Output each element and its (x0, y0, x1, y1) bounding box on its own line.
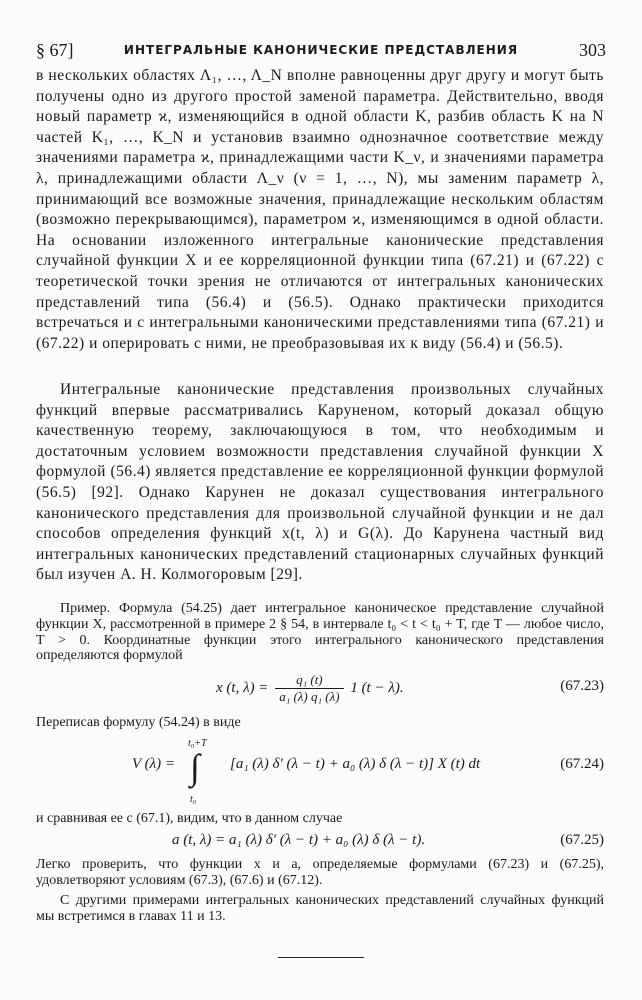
eq1-numerator: q₁ (t) (275, 672, 343, 689)
eq1-fraction (275, 672, 343, 705)
example-paragraph: Пример. Формула (54.25) дает интегральное каноническое представление случайной функции X, рассмотренной в примере 2 § 54, в интервале t₀ < t < t₀ + T, где T — любое число, T > 0. Координатные функции этого интегрального канонического представления определяются формулой (36, 601, 604, 664)
eq1-denominator: a₁ (λ) q₁ (λ) (279, 689, 340, 704)
section-marker: § 67] (36, 40, 74, 60)
paragraph-2: Интегральные канонические представления произвольных случайных функций впервые рассматривались Каруненом, который доказал общую качественную теорему, заключающуюся в том, что необходимым и достаточным условием возможности представления случайной функции X формулой (56.4) является представление ее корреляционной функции формулой (56.5) [92]. Однако Карунен не доказал существования интегрального канонического представления для произвольной случайной функции и не дал способов определения функций x(t, λ) и G(λ). До Карунена частный вид интегральных канонических представлений стационарных случайных функций был изучен А. Н. Колмогоровым [29]. (36, 381, 604, 584)
paragraph-1: в нескольких областях Λ₁, …, Λ_N вполне равноценны друг другу и могут быть получены одно из другого простой заменой параметра. Действительно, вводя новый параметр ϰ, изменяющийся в одной области K, разбив область K на N частей K₁, …, K_N и установив взаимно однозначное соответствие между значениями параметра ϰ, принадлежащими части K_ν, и значениями параметра λ, принадлежащими области Λ_ν (ν = 1, …, N), мы заменим параметр λ, принимающий все возможные значения, принадлежащие нескольким областям (возможно перекрывающимся), параметром ϰ, изменяющимся в одной области. На основании изложенного интегральные канонические представления случайной функции X и ее корреляционной функции типа (67.21) и (67.22) с теоретической точки зрения не отличаются от интегральных канонических представлений типа (56.4) и (56.5). Однако практически приходится встречаться и с интегральными каноническими представлениями типа (67.21) и (67.22) и оперировать с ними, не преобразовывая их к виду (56.4) и (56.5). (36, 67, 604, 352)
closing-paragraph: С другими примерами интегральных канонических представлений случайных функций мы встретимся в главах 11 и 13. (36, 893, 604, 924)
eq2-lhs: V (λ) = (132, 756, 176, 772)
eq3-body: a (t, λ) = a₁ (λ) δ′ (λ − t) + a₀ (λ) δ (λ − t). (172, 832, 426, 848)
comparison-sentence: и сравнивая ее с (67.1), видим, что в данном случае (36, 811, 343, 826)
eq2-lower-limit: t₀ (190, 794, 197, 805)
verification-paragraph: Легко проверить, что функции x и a, определяемые формулами (67.23) и (67.25), удовлетворяют условиям (67.3), (67.6) и (67.12). (36, 857, 604, 888)
equation-67-24 (36, 738, 604, 812)
end-rule (278, 957, 364, 958)
eq2-body: [a₁ (λ) δ′ (λ − t) + a₀ (λ) δ (λ − t)] X (t) dt (230, 756, 481, 772)
running-header (36, 40, 606, 64)
rewrite-sentence: Переписав формулу (54.24) в виде (36, 715, 241, 730)
eq1-lhs: x (t, λ) = (216, 679, 269, 696)
eq1-rhs: 1 (t − λ). (350, 679, 404, 696)
eq2-upper-limit: t₀+T (188, 738, 207, 749)
page-number: 303 (579, 40, 606, 60)
equation-67-23 (36, 670, 604, 710)
eq3-number: (67.25) (560, 832, 604, 848)
eq2-number: (67.24) (560, 756, 604, 772)
integral-sign: ∫ (190, 747, 200, 787)
running-title: ИНТЕГРАЛЬНЫЕ КАНОНИЧЕСКИЕ ПРЕДСТАВЛЕНИЯ (123, 43, 519, 57)
eq1-number: (67.23) (560, 678, 604, 694)
